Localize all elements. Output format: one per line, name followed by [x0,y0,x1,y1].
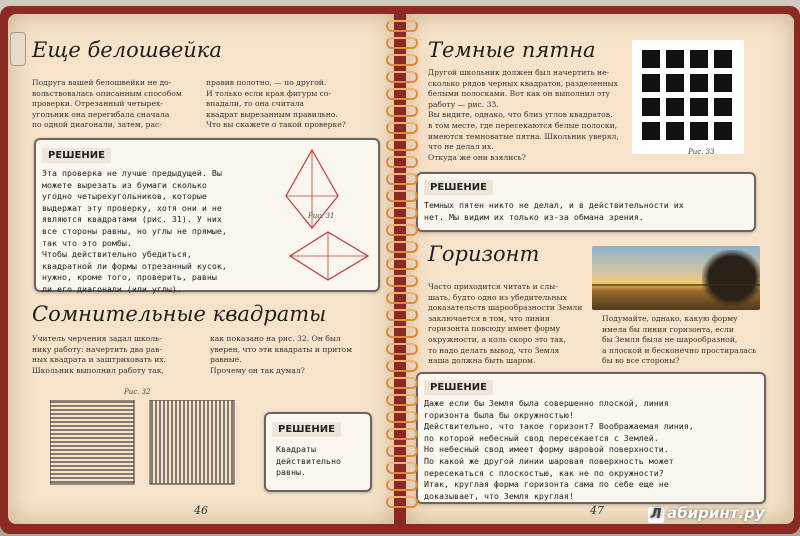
section-title-dark-spots: Темные пятна [428,38,596,62]
square-vertical-hatch [150,400,234,484]
spiral-ring [386,139,418,151]
spiral-ring [386,122,418,134]
page-tab [10,32,26,66]
spiral-ring [386,411,418,423]
spiral-ring [386,462,418,474]
spiral-ring [386,343,418,355]
spiral-ring [386,105,418,117]
spiral-ring [386,428,418,440]
section-title-seamstress: Еще белошвейка [32,38,222,62]
square-horizontal-hatch [50,400,134,484]
spiral-ring [386,156,418,168]
section-text-col1: Подруга вашей белошвейки не до- вольствовалась описанным способом проверки. Отрезанный четырех- угольник она перегибала сначала по одной диагонали, затем, рас- [32,78,182,130]
squares-text-col1: Учитель черчения задал школь- нику работу: начертить два рав- ных квадрата и заштриховать их. Школьник выполнил работу так, [32,334,167,375]
dark-spots-text: Другой школьник должен был начертить не- сколько рядов черных квадратов, разделенных белыми полосками. Вот как он выполнил эту работу — рис. 33. Вы видите, однако, что близ углов квадратов, в том месте, где пересекаются белые полоски, имеются темноватые пятна. Школьник уверял, что не делал их. Откуда же они взялись? [428,68,619,162]
spiral-ring [386,377,418,389]
spiral-ring [386,71,418,83]
spiral-ring [386,37,418,49]
spiral-ring [386,241,418,253]
spiral-binding [382,20,418,520]
solution-text: Темных пятен никто не делал, и в действительности их нет. Мы видим их только из-за обмана зрения. [424,200,684,222]
solution-heading: РЕШЕНИЕ [424,180,493,195]
section-text-col2: правив полотно, — по другой. И только если края фигуры со- впадали, то она считала квадрат вырезанным правильно. Что вы скажете о такой проверке? [206,78,346,130]
spiral-ring [386,275,418,287]
solution-heading: РЕШЕНИЕ [42,148,111,163]
grid-illusion-figure [632,40,744,154]
spiral-ring [386,360,418,372]
page-number-left: 46 [194,504,208,517]
spiral-ring [386,54,418,66]
page-number-right: 47 [590,504,604,517]
solution-box-rhombus [34,138,380,292]
solution-box-horizon [416,372,766,504]
spiral-ring [386,207,418,219]
watermark-text: абиринт.ру [667,504,765,522]
spiral-ring [386,190,418,202]
horizon-text-col1: Часто приходится читать и слы- шать, будто одно из убедительных доказательств шарообразности Земли заключается в том, что линия горизонта повсюду имеет форму окружности, а коль скоро это так, то надо делать вывод, что Земля наша должна быть шаром. [428,282,583,366]
solution-heading: РЕШЕНИЕ [424,380,493,395]
horizon-text-col2: Подумайте, однако, какую форму имела бы линия горизонта, если бы Земля была не шарообразной, а плоской и бесконечно простиралась бы во все стороны? [602,314,757,366]
spiral-ring [386,88,418,100]
horizon-photo [592,246,760,310]
spiral-ring [386,292,418,304]
solution-box-squares [264,412,372,492]
spiral-ring [386,326,418,338]
spiral-ring [386,479,418,491]
spiral-ring [386,445,418,457]
section-title-squares: Сомнительные квадраты [32,302,327,326]
solution-box-dark-spots [416,172,756,232]
spiral-ring [386,224,418,236]
labirint-watermark [648,504,765,523]
spiral-ring [386,496,418,508]
spiral-ring [386,173,418,185]
spiral-ring [386,258,418,270]
labirint-logo-icon: Л [648,507,664,523]
solution-text: Эта проверка не лучше предыдущей. Вы можете вырезать из бумаги сколько угодно четырехугольников, которые выдержат эту проверку, хотя они и не являются квадратами (рис. 31). У них все стороны равны, но углы не прямые, так что это ромбы. Чтобы действительно убедиться, квадратной ли формы отрезанный кусок, нужно, кроме того, проверить, равны ли его диагонали (или углы). [42,168,227,294]
spiral-ring [386,20,418,32]
figure-caption-31: Рис. 31 [308,212,335,220]
squares-text-col2: как показано на рис. 32. Он был уверен, что эти квадраты и притом равные. Прочему он так думал? [210,334,353,375]
hatched-squares-figure [50,400,238,488]
right-page [406,14,794,524]
section-title-horizon: Горизонт [428,242,540,266]
solution-text: Даже если бы Земля была совершенно плоской, линия горизонта была бы окружностью! Действительно, что такое горизонт? Воображаемая линия, по которой небесный свод пересекается с Землей. Но небесный свод имеет форму шаровой поверхности. По какой же другой линии шаровая поверхность может пересекаться с плоскостью, как не по окружности? Итак, круглая форма горизонта сама по себе еще не доказывает, что Земля круглая! [424,398,694,501]
figure-caption-33: Рис. 33 [688,148,715,156]
left-page [8,14,394,524]
spiral-ring [386,394,418,406]
solution-heading: РЕШЕНИЕ [272,422,341,437]
solution-text: Квадраты действительно равны. [276,444,341,478]
figure-caption-32: Рис. 32 [124,388,151,396]
spiral-ring [386,309,418,321]
